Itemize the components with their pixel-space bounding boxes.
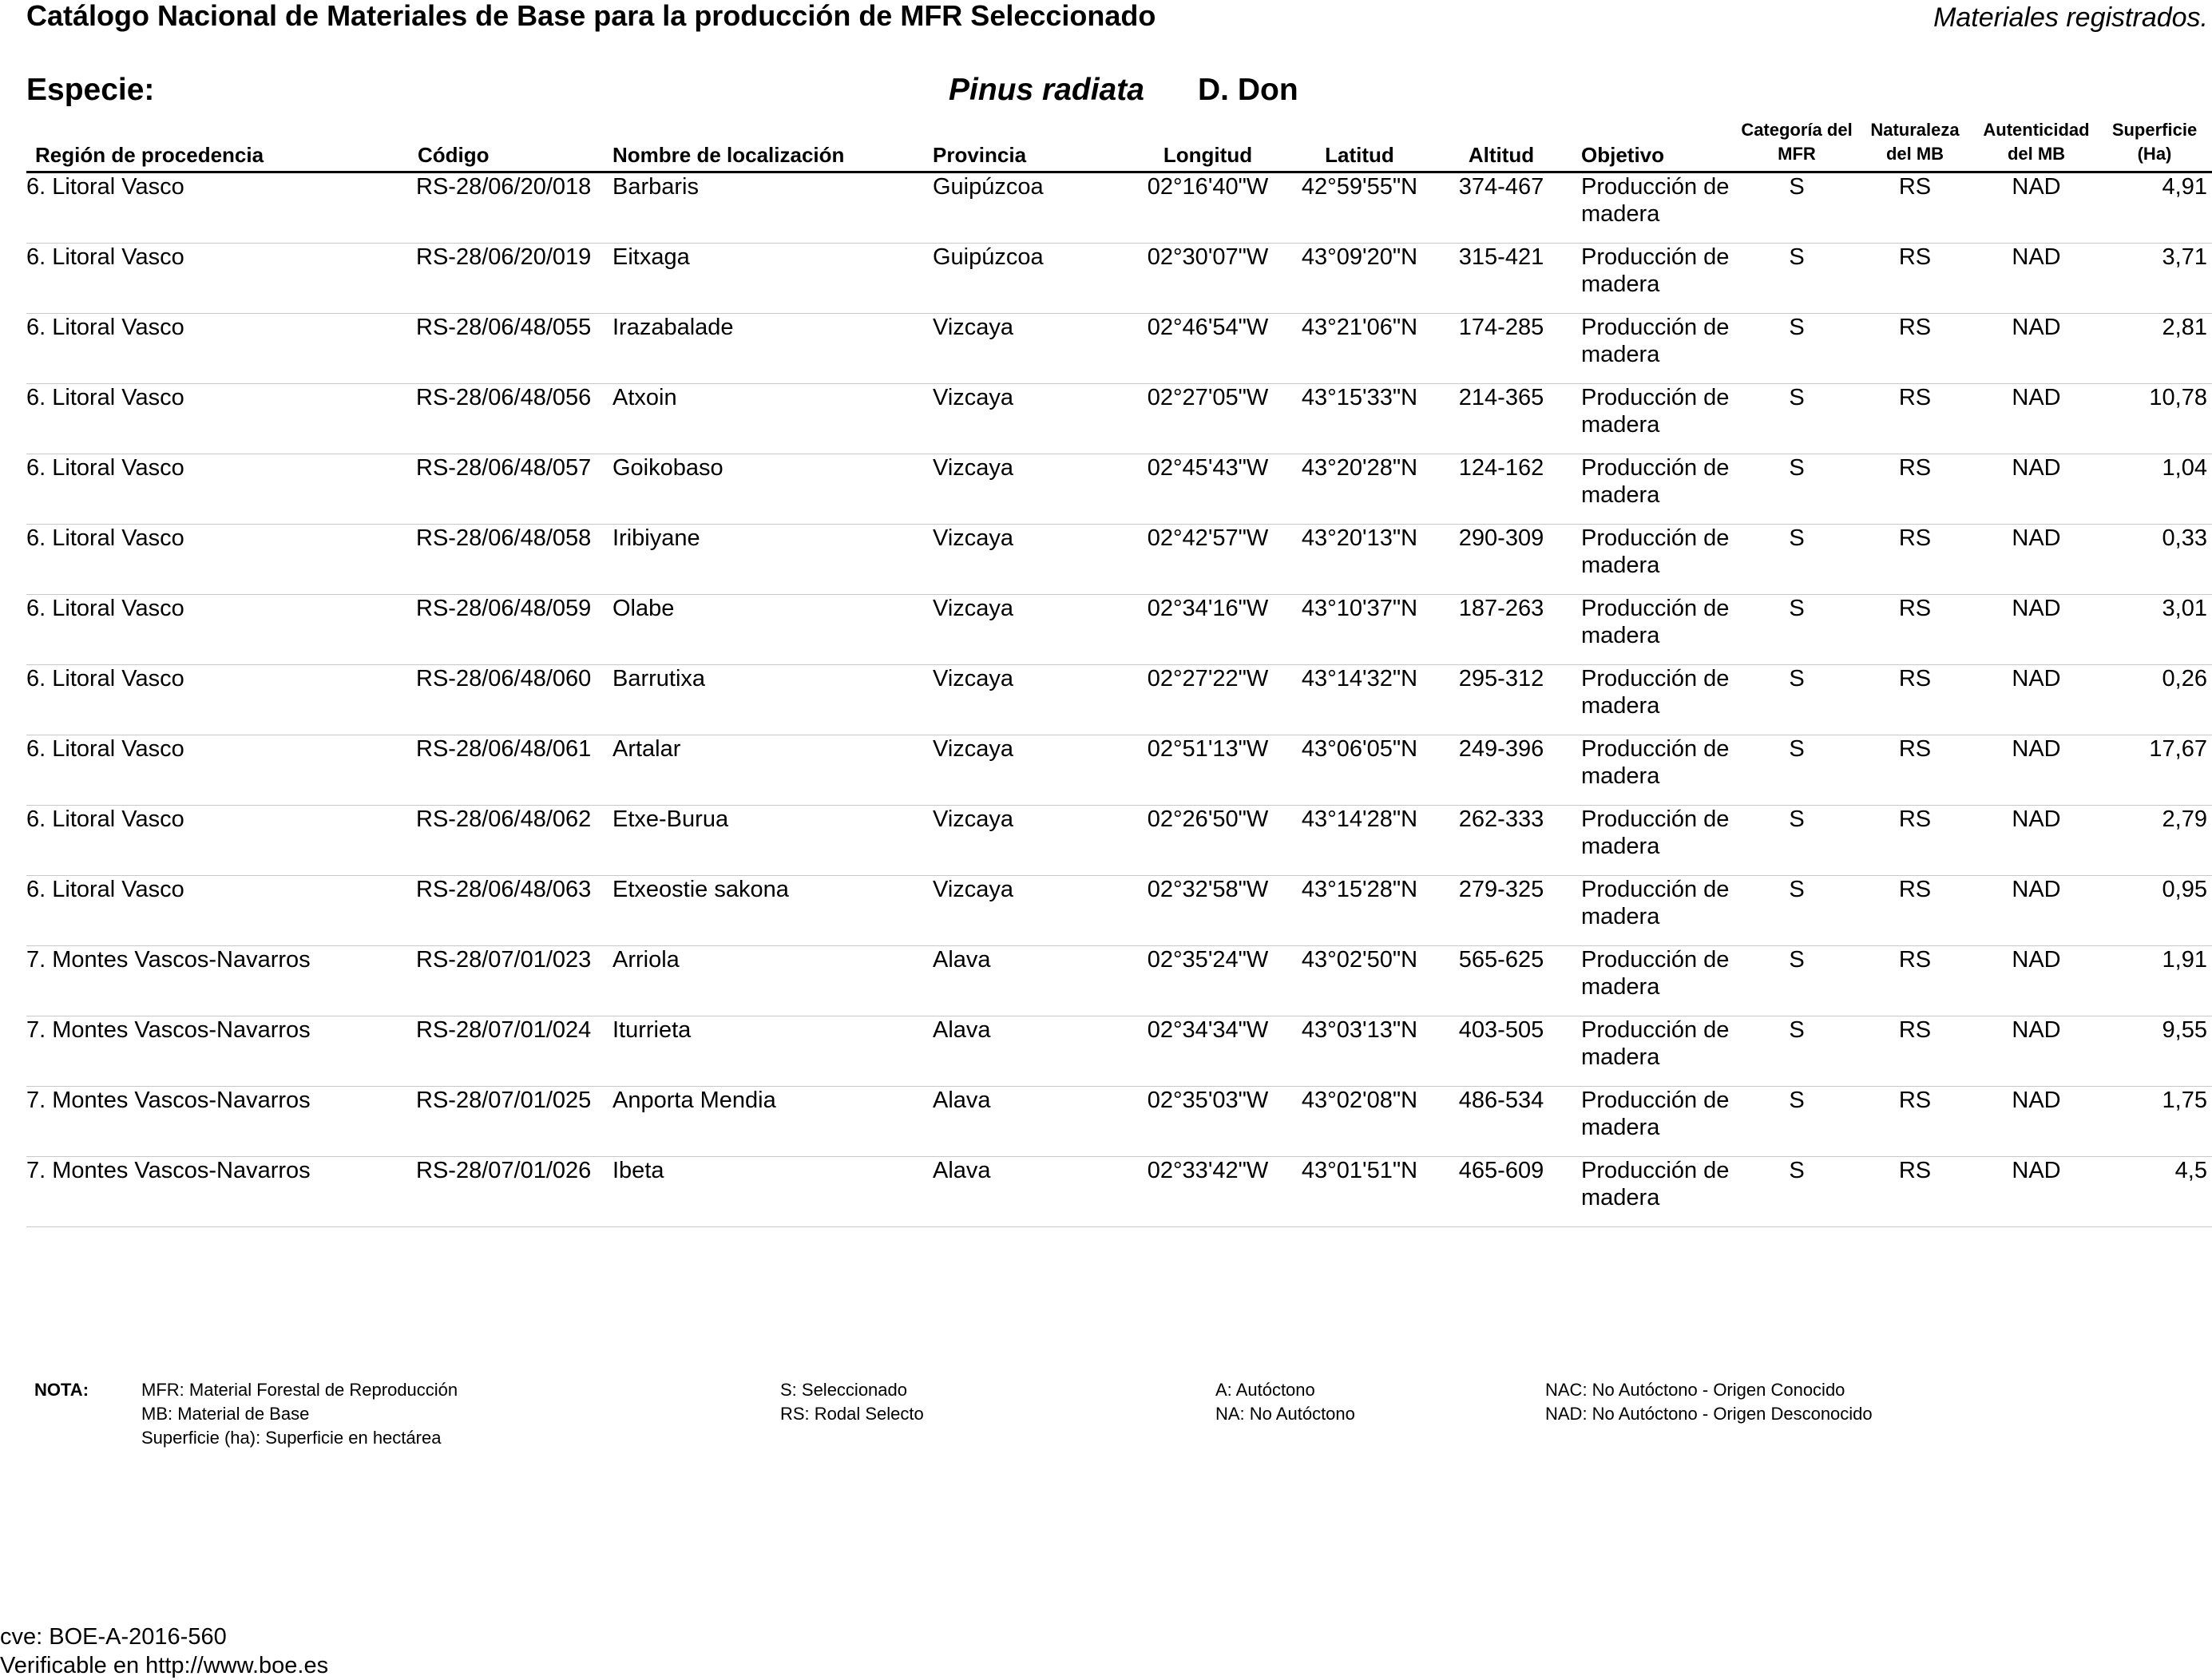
cell-latitud: 43°02'50"N xyxy=(1301,947,1418,973)
cell-naturaleza: RS xyxy=(1898,947,1932,973)
cell-nombre: Arriola xyxy=(612,947,680,973)
cell-naturaleza: RS xyxy=(1898,1088,1932,1113)
cell-codigo: RS-28/06/48/055 xyxy=(416,315,592,340)
cell-region: 6. Litoral Vasco xyxy=(26,315,184,340)
cell-nombre: Artalar xyxy=(612,736,681,762)
cell-autenticidad: NAD xyxy=(2012,1017,2061,1043)
cell-region: 7. Montes Vascos-Navarros xyxy=(26,1017,311,1043)
cell-codigo: RS-28/07/01/024 xyxy=(416,1017,592,1043)
cell-longitud: 02°34'16"W xyxy=(1147,596,1269,621)
cell-objetivo: Producción de madera xyxy=(1581,315,1730,367)
cell-nombre: Eitxaga xyxy=(612,244,690,270)
cell-latitud: 43°20'28"N xyxy=(1301,455,1418,481)
cell-codigo: RS-28/06/48/057 xyxy=(416,455,592,481)
cell-naturaleza: RS xyxy=(1898,244,1932,270)
cell-altitud: 403-505 xyxy=(1458,1017,1544,1043)
footer-verify-link[interactable]: Verificable en http://www.boe.es xyxy=(0,1653,329,1678)
cell-altitud: 290-309 xyxy=(1458,525,1544,551)
cell-altitud: 565-625 xyxy=(1458,947,1544,973)
cell-nombre: Etxe-Burua xyxy=(612,806,729,832)
cell-latitud: 43°21'06"N xyxy=(1301,315,1418,340)
cell-objetivo: Producción de madera xyxy=(1581,1017,1730,1070)
especie-label: Especie: xyxy=(26,73,155,107)
cell-categoria: S xyxy=(1789,596,1805,621)
note-superficie: Superficie (ha): Superficie en hectárea xyxy=(141,1428,442,1448)
table-row xyxy=(26,946,2212,1016)
cell-longitud: 02°30'07"W xyxy=(1147,244,1269,270)
cell-superficie: 3,71 xyxy=(2162,244,2207,270)
cell-altitud: 465-609 xyxy=(1458,1158,1544,1183)
cell-codigo: RS-28/06/48/063 xyxy=(416,877,592,902)
cell-latitud: 43°14'32"N xyxy=(1301,666,1418,691)
cell-objetivo: Producción de madera xyxy=(1581,244,1730,297)
cell-region: 6. Litoral Vasco xyxy=(26,455,184,481)
cell-categoria: S xyxy=(1789,877,1805,902)
cell-superficie: 0,26 xyxy=(2162,666,2207,691)
note-mb: MB: Material de Base xyxy=(141,1404,310,1424)
cell-region: 6. Litoral Vasco xyxy=(26,174,184,200)
cell-objetivo: Producción de madera xyxy=(1581,806,1730,859)
cell-autenticidad: NAD xyxy=(2012,596,2061,621)
table-row xyxy=(26,1016,2212,1087)
cell-naturaleza: RS xyxy=(1898,315,1932,340)
cell-provincia: Vizcaya xyxy=(933,385,1014,410)
cell-altitud: 295-312 xyxy=(1458,666,1544,691)
cell-longitud: 02°32'58"W xyxy=(1147,877,1269,902)
cell-autenticidad: NAD xyxy=(2012,1158,2061,1183)
cell-categoria: S xyxy=(1789,455,1805,481)
table-row xyxy=(26,173,2212,244)
cell-altitud: 249-396 xyxy=(1458,736,1544,762)
cell-longitud: 02°16'40"W xyxy=(1147,174,1269,200)
cell-categoria: S xyxy=(1789,736,1805,762)
cell-autenticidad: NAD xyxy=(2012,806,2061,832)
table-row xyxy=(26,454,2212,525)
cell-altitud: 486-534 xyxy=(1458,1088,1544,1113)
cell-superficie: 17,67 xyxy=(2149,736,2207,762)
table-row xyxy=(26,1157,2212,1227)
table-row xyxy=(26,314,2212,384)
table-row xyxy=(26,384,2212,454)
note-nad: NAD: No Autóctono - Origen Desconocido xyxy=(1545,1404,1873,1424)
nota-label: NOTA: xyxy=(34,1380,89,1400)
cell-codigo: RS-28/06/48/056 xyxy=(416,385,592,410)
col-header-provincia: Provincia xyxy=(933,143,1027,167)
cell-superficie: 0,95 xyxy=(2162,877,2207,902)
cell-latitud: 43°01'51"N xyxy=(1301,1158,1418,1183)
cell-categoria: S xyxy=(1789,1158,1805,1183)
cell-naturaleza: RS xyxy=(1898,596,1932,621)
note-s: S: Seleccionado xyxy=(780,1380,907,1400)
cell-altitud: 315-421 xyxy=(1458,244,1544,270)
table-row xyxy=(26,735,2212,806)
page-subtitle: Materiales registrados. xyxy=(1933,2,2208,33)
cell-autenticidad: NAD xyxy=(2012,666,2061,691)
cell-nombre: Irazabalade xyxy=(612,315,734,340)
cell-objetivo: Producción de madera xyxy=(1581,174,1730,227)
cell-categoria: S xyxy=(1789,385,1805,410)
cell-region: 7. Montes Vascos-Navarros xyxy=(26,1088,311,1113)
cell-autenticidad: NAD xyxy=(2012,244,2061,270)
cell-provincia: Vizcaya xyxy=(933,806,1014,832)
col-header-objetivo: Objetivo xyxy=(1581,143,1665,167)
cell-autenticidad: NAD xyxy=(2012,947,2061,973)
cell-region: 6. Litoral Vasco xyxy=(26,877,184,902)
cell-codigo: RS-28/07/01/025 xyxy=(416,1088,592,1113)
cell-latitud: 43°09'20"N xyxy=(1301,244,1418,270)
cell-nombre: Iribiyane xyxy=(612,525,700,551)
cell-naturaleza: RS xyxy=(1898,385,1932,410)
cell-latitud: 43°10'37"N xyxy=(1301,596,1418,621)
cell-region: 6. Litoral Vasco xyxy=(26,596,184,621)
cell-superficie: 1,75 xyxy=(2162,1088,2207,1113)
cell-longitud: 02°27'22"W xyxy=(1147,666,1269,691)
cell-region: 6. Litoral Vasco xyxy=(26,806,184,832)
note-mfr: MFR: Material Forestal de Reproducción xyxy=(141,1380,458,1400)
cell-categoria: S xyxy=(1789,1017,1805,1043)
cell-naturaleza: RS xyxy=(1898,455,1932,481)
cell-categoria: S xyxy=(1789,315,1805,340)
cell-latitud: 43°14'28"N xyxy=(1301,806,1418,832)
cell-superficie: 1,04 xyxy=(2162,455,2207,481)
cell-latitud: 43°02'08"N xyxy=(1301,1088,1418,1113)
cell-altitud: 174-285 xyxy=(1458,315,1544,340)
cell-longitud: 02°33'42"W xyxy=(1147,1158,1269,1183)
cell-naturaleza: RS xyxy=(1898,1017,1932,1043)
cell-region: 6. Litoral Vasco xyxy=(26,525,184,551)
cell-provincia: Vizcaya xyxy=(933,877,1014,902)
cell-longitud: 02°46'54"W xyxy=(1147,315,1269,340)
table-row xyxy=(26,525,2212,595)
cell-provincia: Vizcaya xyxy=(933,455,1014,481)
cell-provincia: Vizcaya xyxy=(933,525,1014,551)
cell-naturaleza: RS xyxy=(1898,666,1932,691)
cell-latitud: 43°03'13"N xyxy=(1301,1017,1418,1043)
cell-categoria: S xyxy=(1789,525,1805,551)
table-row xyxy=(26,1087,2212,1157)
cell-objetivo: Producción de madera xyxy=(1581,736,1730,789)
cell-altitud: 374-467 xyxy=(1458,174,1544,200)
cell-region: 6. Litoral Vasco xyxy=(26,385,184,410)
cell-provincia: Vizcaya xyxy=(933,315,1014,340)
cell-naturaleza: RS xyxy=(1898,736,1932,762)
cell-superficie: 4,5 xyxy=(2174,1158,2207,1183)
table-row xyxy=(26,244,2212,314)
cell-altitud: 262-333 xyxy=(1458,806,1544,832)
cell-provincia: Vizcaya xyxy=(933,666,1014,691)
cell-autenticidad: NAD xyxy=(2012,315,2061,340)
cell-altitud: 214-365 xyxy=(1458,385,1544,410)
cell-autenticidad: NAD xyxy=(2012,877,2061,902)
cell-region: 6. Litoral Vasco xyxy=(26,666,184,691)
col-header-latitud: Latitud xyxy=(1325,143,1394,167)
cell-nombre: Iturrieta xyxy=(612,1017,692,1043)
cell-altitud: 187-263 xyxy=(1458,596,1544,621)
cell-latitud: 43°15'28"N xyxy=(1301,877,1418,902)
col-header-longitud: Longitud xyxy=(1163,143,1253,167)
cell-superficie: 1,91 xyxy=(2162,947,2207,973)
cell-longitud: 02°51'13"W xyxy=(1147,736,1269,762)
cell-categoria: S xyxy=(1789,666,1805,691)
cell-codigo: RS-28/07/01/026 xyxy=(416,1158,592,1183)
species-name: Pinus radiata xyxy=(949,73,1144,107)
cell-provincia: Vizcaya xyxy=(933,736,1014,762)
cell-provincia: Vizcaya xyxy=(933,596,1014,621)
cell-nombre: Etxeostie sakona xyxy=(612,877,789,902)
cell-superficie: 10,78 xyxy=(2149,385,2207,410)
cell-categoria: S xyxy=(1789,174,1805,200)
cell-latitud: 42°59'55"N xyxy=(1301,174,1418,200)
page-title: Catálogo Nacional de Materiales de Base para la producción de MFR Seleccionado xyxy=(26,0,1156,32)
cell-autenticidad: NAD xyxy=(2012,525,2061,551)
cell-categoria: S xyxy=(1789,1088,1805,1113)
col-header-naturaleza: Naturaleza del MB xyxy=(1870,120,1960,164)
cell-naturaleza: RS xyxy=(1898,174,1932,200)
cell-provincia: Guipúzcoa xyxy=(933,174,1044,200)
cell-longitud: 02°42'57"W xyxy=(1147,525,1269,551)
cell-codigo: RS-28/06/48/060 xyxy=(416,666,592,691)
cell-nombre: Olabe xyxy=(612,596,675,621)
cell-superficie: 9,55 xyxy=(2162,1017,2207,1043)
table-body xyxy=(0,173,2212,1227)
cell-latitud: 43°15'33"N xyxy=(1301,385,1418,410)
cell-longitud: 02°27'05"W xyxy=(1147,385,1269,410)
table-row xyxy=(26,595,2212,665)
cell-longitud: 02°35'03"W xyxy=(1147,1088,1269,1113)
cell-autenticidad: NAD xyxy=(2012,385,2061,410)
footer-cve: cve: BOE-A-2016-560 xyxy=(0,1624,227,1650)
table-row xyxy=(26,876,2212,946)
cell-latitud: 43°06'05"N xyxy=(1301,736,1418,762)
cell-codigo: RS-28/06/48/061 xyxy=(416,736,592,762)
col-header-altitud: Altitud xyxy=(1468,143,1535,167)
note-a: A: Autóctono xyxy=(1215,1380,1315,1400)
cell-codigo: RS-28/07/01/023 xyxy=(416,947,592,973)
col-header-region: Región de procedencia xyxy=(35,143,264,167)
cell-superficie: 3,01 xyxy=(2162,596,2207,621)
cell-nombre: Ibeta xyxy=(612,1158,664,1183)
cell-objetivo: Producción de madera xyxy=(1581,877,1730,929)
col-header-codigo: Código xyxy=(418,143,490,167)
cell-naturaleza: RS xyxy=(1898,877,1932,902)
cell-objetivo: Producción de madera xyxy=(1581,1088,1730,1140)
cell-objetivo: Producción de madera xyxy=(1581,596,1730,648)
cell-codigo: RS-28/06/20/019 xyxy=(416,244,592,270)
cell-provincia: Alava xyxy=(933,1088,991,1113)
species-author: D. Don xyxy=(1198,73,1298,107)
cell-provincia: Alava xyxy=(933,1158,991,1183)
cell-superficie: 2,81 xyxy=(2162,315,2207,340)
cell-autenticidad: NAD xyxy=(2012,174,2061,200)
cell-altitud: 124-162 xyxy=(1458,455,1544,481)
table-row xyxy=(26,665,2212,735)
note-na: NA: No Autóctono xyxy=(1215,1404,1355,1424)
cell-autenticidad: NAD xyxy=(2012,455,2061,481)
cell-categoria: S xyxy=(1789,806,1805,832)
cell-provincia: Guipúzcoa xyxy=(933,244,1044,270)
table-row xyxy=(26,806,2212,876)
cell-autenticidad: NAD xyxy=(2012,736,2061,762)
cell-codigo: RS-28/06/20/018 xyxy=(416,174,592,200)
cell-codigo: RS-28/06/48/059 xyxy=(416,596,592,621)
cell-longitud: 02°26'50"W xyxy=(1147,806,1269,832)
cell-region: 7. Montes Vascos-Navarros xyxy=(26,1158,311,1183)
note-rs: RS: Rodal Selecto xyxy=(780,1404,924,1424)
cell-autenticidad: NAD xyxy=(2012,1088,2061,1113)
cell-objetivo: Producción de madera xyxy=(1581,525,1730,578)
cell-provincia: Alava xyxy=(933,1017,991,1043)
cell-nombre: Goikobaso xyxy=(612,455,723,481)
cell-nombre: Barbaris xyxy=(612,174,699,200)
col-header-superficie: Superficie (Ha) xyxy=(2111,120,2198,164)
cell-objetivo: Producción de madera xyxy=(1581,1158,1730,1210)
cell-longitud: 02°45'43"W xyxy=(1147,455,1269,481)
cell-codigo: RS-28/06/48/058 xyxy=(416,525,592,551)
cell-longitud: 02°34'34"W xyxy=(1147,1017,1269,1043)
cell-longitud: 02°35'24"W xyxy=(1147,947,1269,973)
col-header-categoria: Categoría del MFR xyxy=(1741,120,1853,164)
col-header-nombre: Nombre de localización xyxy=(612,143,845,167)
cell-naturaleza: RS xyxy=(1898,1158,1932,1183)
cell-objetivo: Producción de madera xyxy=(1581,666,1730,719)
cell-categoria: S xyxy=(1789,244,1805,270)
cell-latitud: 43°20'13"N xyxy=(1301,525,1418,551)
cell-objetivo: Producción de madera xyxy=(1581,947,1730,1000)
cell-altitud: 279-325 xyxy=(1458,877,1544,902)
cell-superficie: 4,91 xyxy=(2162,174,2207,200)
cell-nombre: Anporta Mendia xyxy=(612,1088,776,1113)
cell-naturaleza: RS xyxy=(1898,806,1932,832)
col-header-autenticidad: Autenticidad del MB xyxy=(1983,120,2090,164)
cell-superficie: 2,79 xyxy=(2162,806,2207,832)
cell-codigo: RS-28/06/48/062 xyxy=(416,806,592,832)
cell-region: 6. Litoral Vasco xyxy=(26,244,184,270)
cell-nombre: Atxoin xyxy=(612,385,677,410)
cell-objetivo: Producción de madera xyxy=(1581,385,1730,438)
cell-naturaleza: RS xyxy=(1898,525,1932,551)
cell-region: 6. Litoral Vasco xyxy=(26,736,184,762)
cell-nombre: Barrutixa xyxy=(612,666,706,691)
cell-provincia: Alava xyxy=(933,947,991,973)
note-nac: NAC: No Autóctono - Origen Conocido xyxy=(1545,1380,1845,1400)
cell-region: 7. Montes Vascos-Navarros xyxy=(26,947,311,973)
cell-superficie: 0,33 xyxy=(2162,525,2207,551)
cell-objetivo: Producción de madera xyxy=(1581,455,1730,508)
cell-categoria: S xyxy=(1789,947,1805,973)
